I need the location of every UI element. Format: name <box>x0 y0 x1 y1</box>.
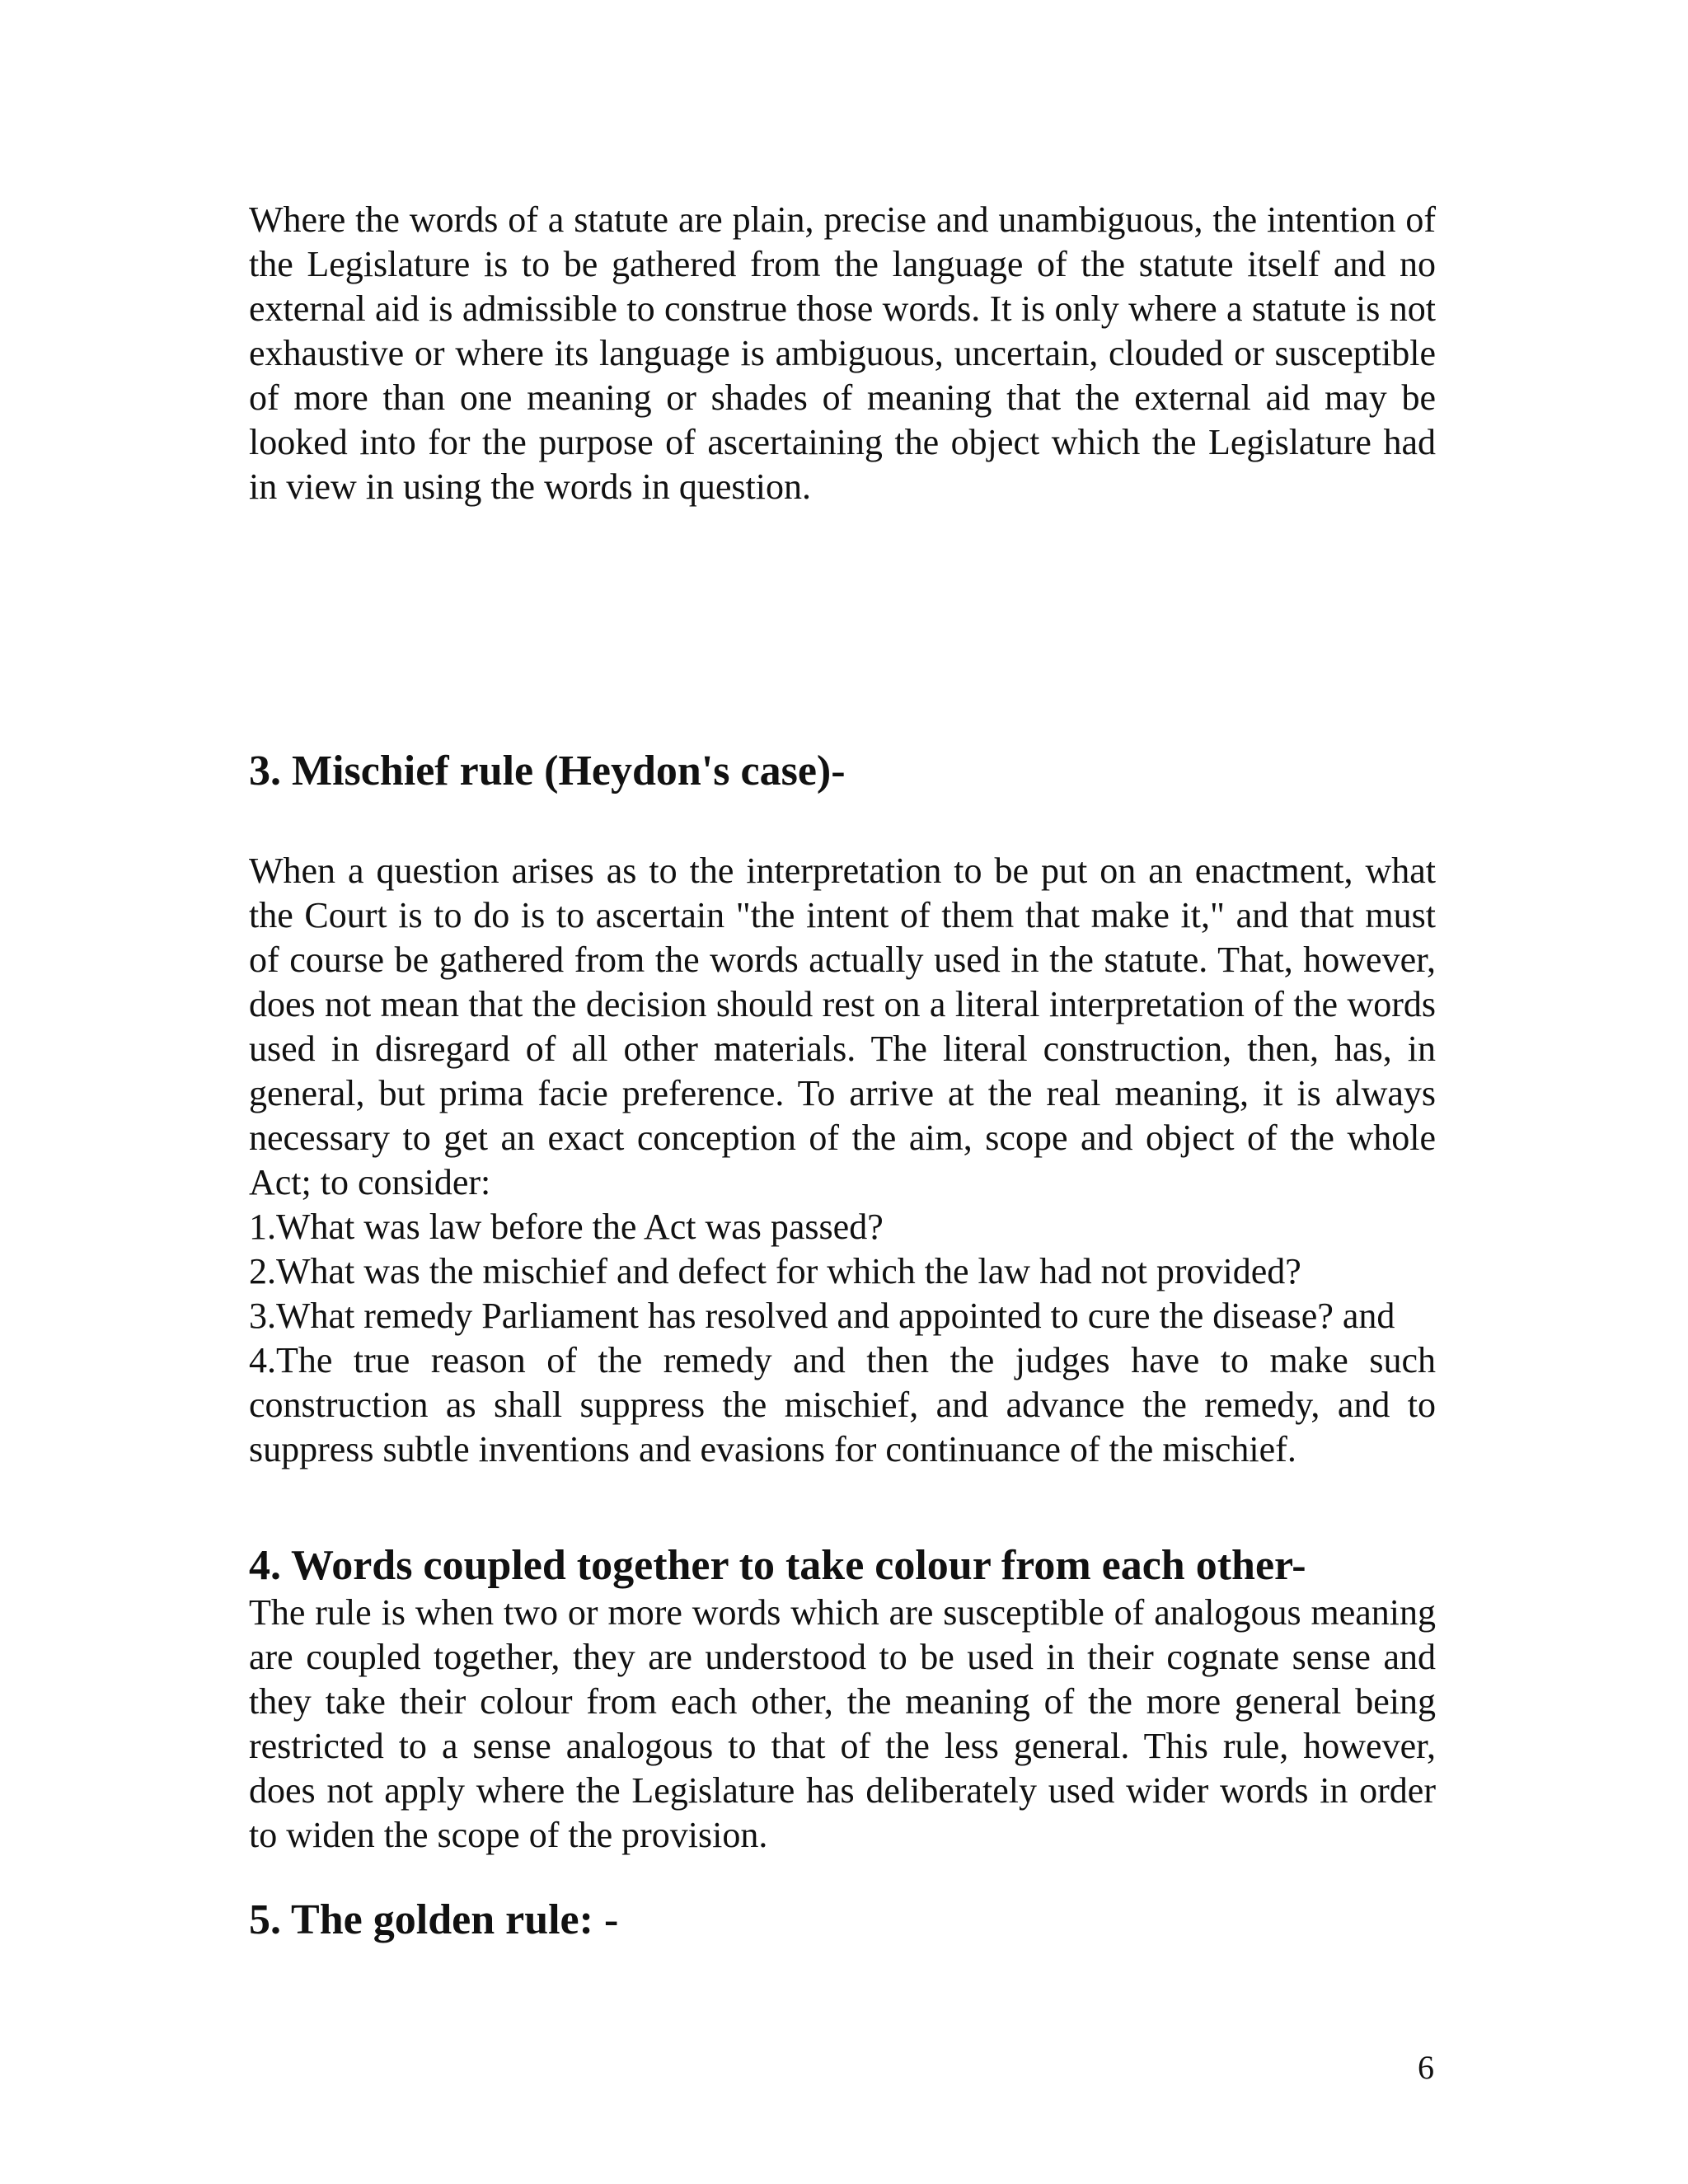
section-3-body <box>249 849 1436 1472</box>
section-3-item-3: 3.What remedy Parliament has resolved and appointed to cure the disease? and <box>249 1296 1395 1336</box>
section-4-heading: 4. Words coupled together to take colour from each other- <box>249 1542 1306 1589</box>
section-3-item-2: 2.What was the mischief and defect for which the law had not provided? <box>249 1251 1301 1291</box>
section-3-item-1: 1.What was law before the Act was passed? <box>249 1207 884 1247</box>
section-3-item-4: 4.The true reason of the remedy and then the judges have to make such construction as shall suppress the mischief, and advance the remedy, and to suppress subtle inventions and evasions for continuance of the mischief. <box>249 1340 1436 1469</box>
section-4-paragraph: The rule is when two or more words which are susceptible of analogous meaning are coupled together, they are understood to be used in their cognate sense and they take their colour from each other, the meaning of the more general being restricted to a sense analogous to that of the less general. This rule, however, does not apply where the Legislature has deliberately used wider words in order to widen the scope of the provision. <box>249 1592 1436 1855</box>
intro-paragraph: Where the words of a statute are plain, precise and unambiguous, the intention of the Legislature is to be gathered from the language of the statute itself and no external aid is admissible to construe those words. It is only where a statute is not exhaustive or where its language is ambiguous, uncertain, clouded or susceptible of more than one meaning or shades of meaning that the external aid may be looked into for the purpose of ascertaining the object which the Legislature had in view in using the words in question. <box>249 199 1436 507</box>
page-number: 6 <box>1418 2049 1434 2086</box>
section-3-heading: 3. Mischief rule (Heydon's case)- <box>249 748 846 794</box>
section-5-heading: 5. The golden rule: - <box>249 1896 619 1943</box>
section-3-paragraph: When a question arises as to the interpretation to be put on an enactment, what the Court is to do is to ascertain "the intent of them that make it," and that must of course be gathered from the words actually used in the statute. That, however, does not mean that the decision should rest on a literal interpretation of the words used in disregard of all other materials. The literal construction, then, has, in general, but prima facie preference. To arrive at the real meaning, it is always necessary to get an exact conception of the aim, scope and object of the whole Act; to consider: <box>249 851 1436 1202</box>
